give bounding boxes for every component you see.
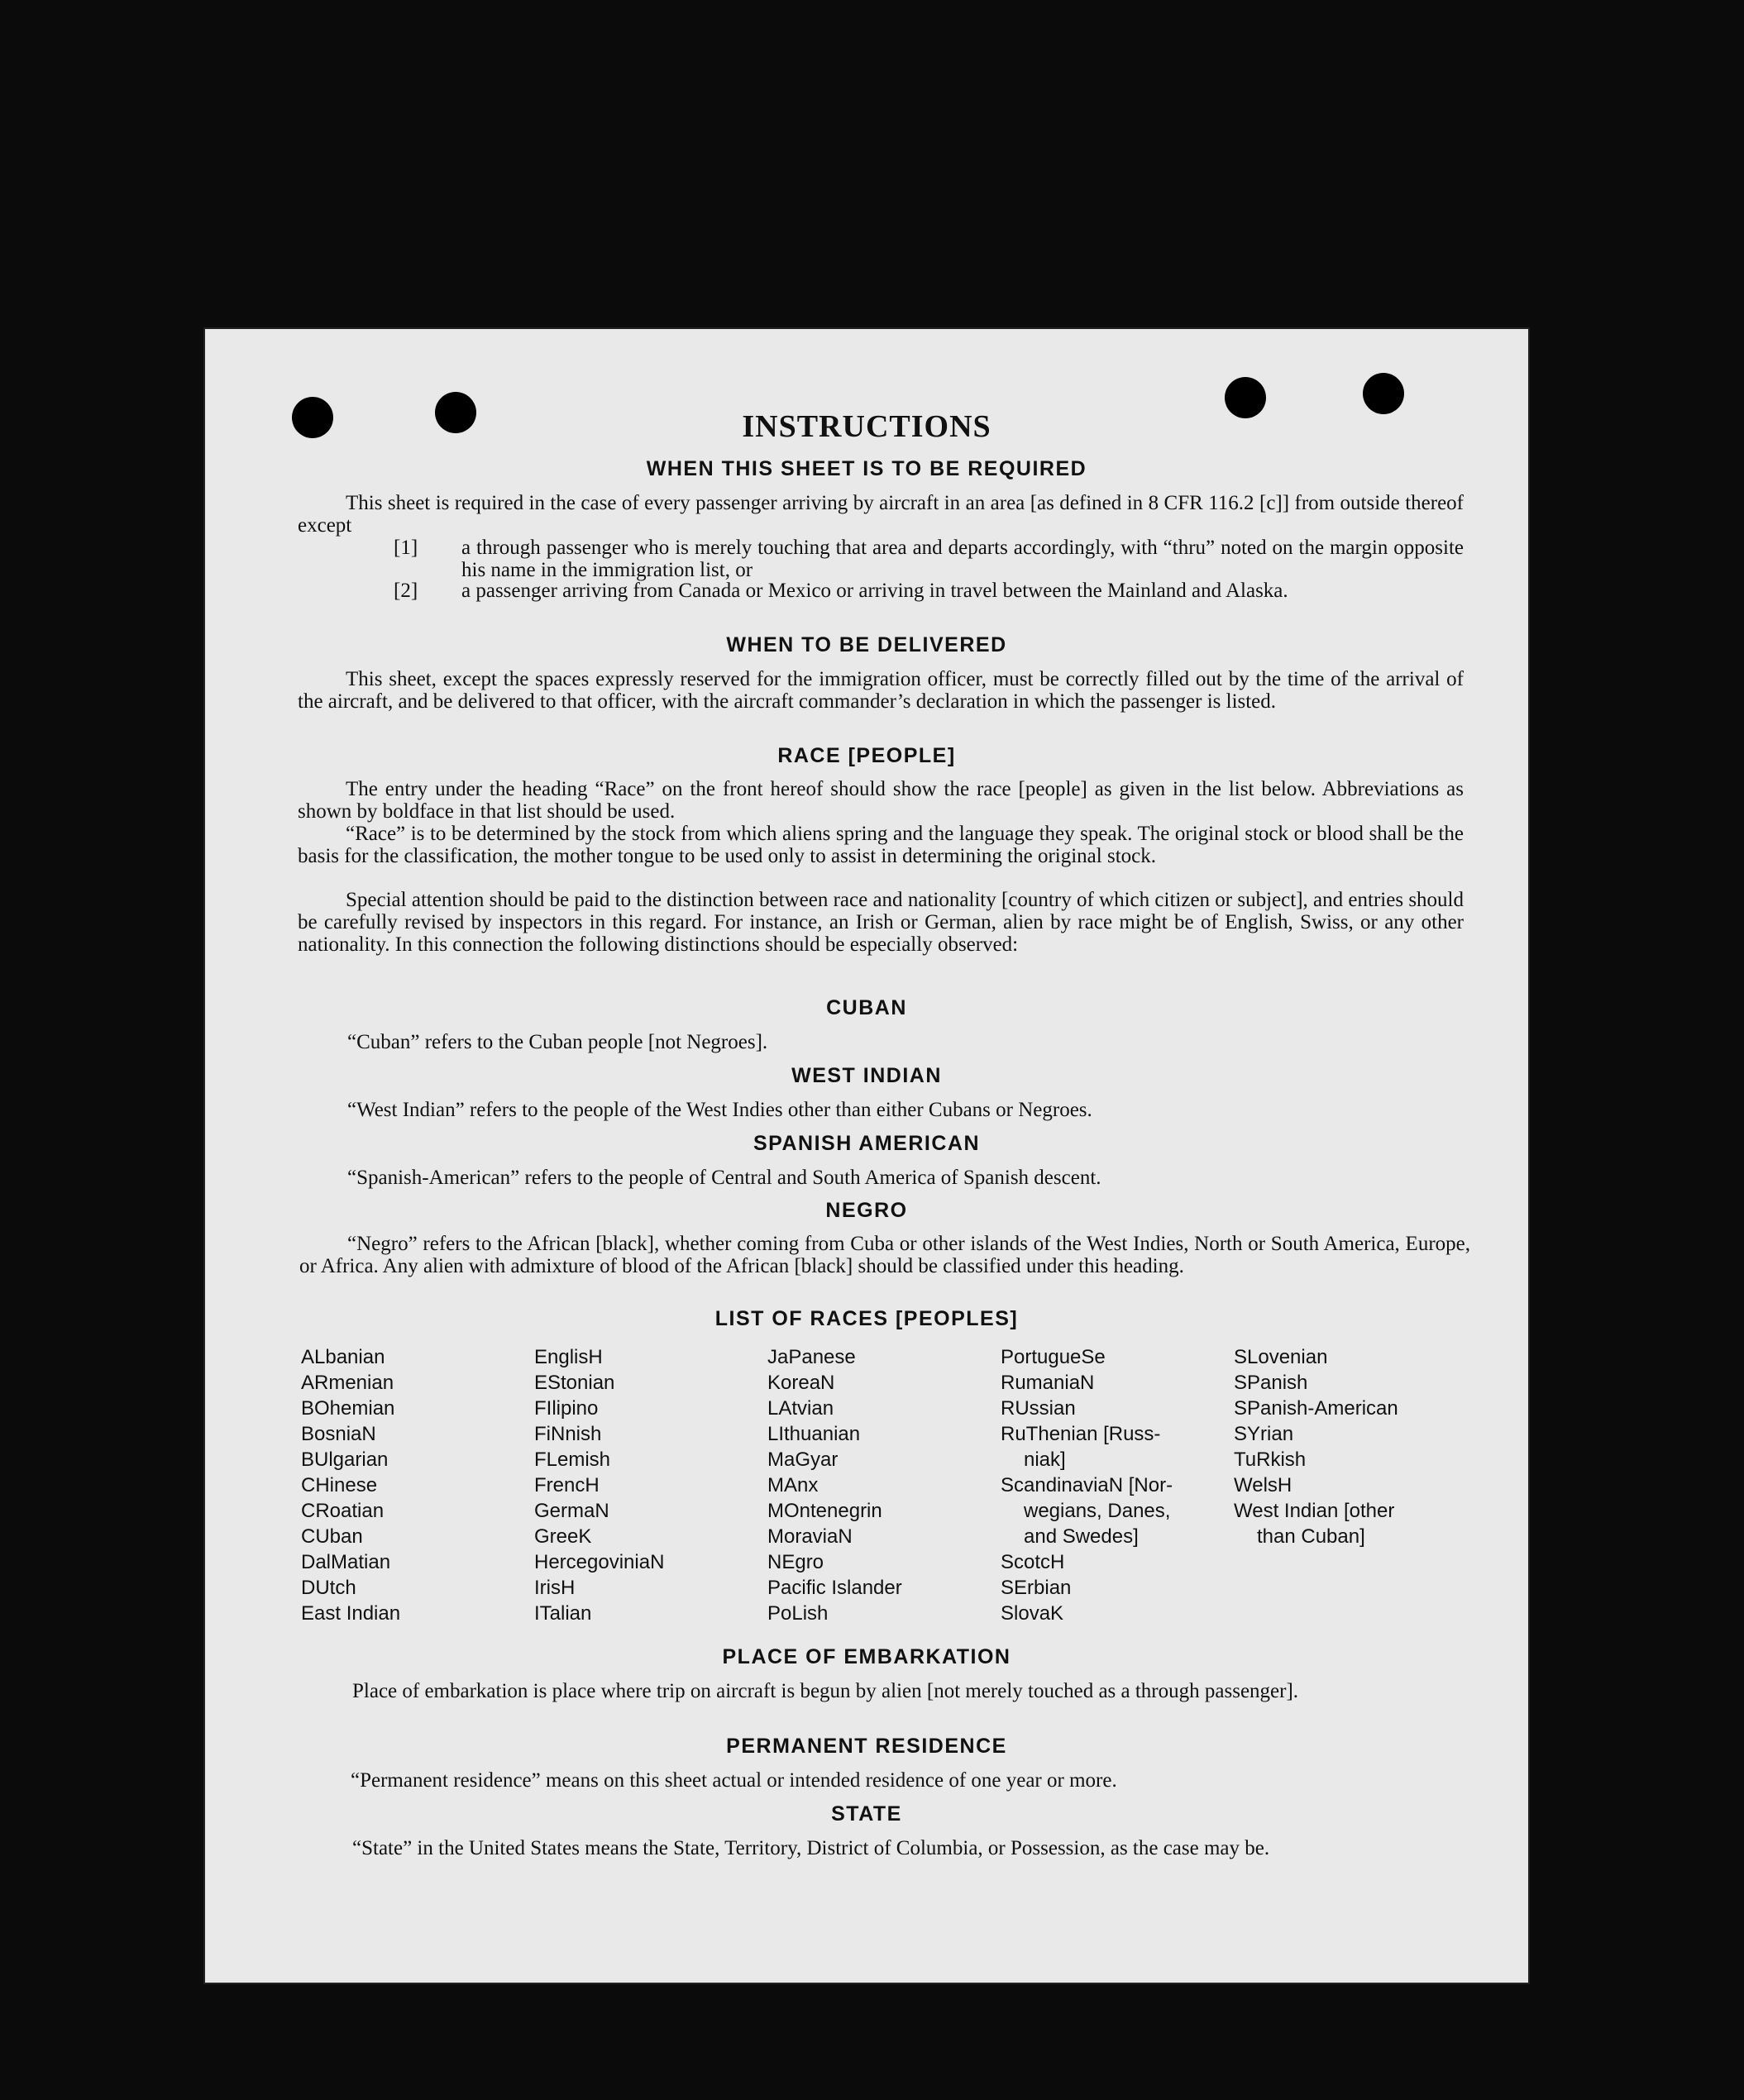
race-entry: ALbanian: [301, 1346, 385, 1368]
exception-text: a passenger arriving from Canada or Mexico or arriving in travel between the Mainland and Alaska.: [461, 580, 1288, 602]
race-entry: MaGyar: [767, 1449, 839, 1471]
race-entry: SlovaK: [1001, 1602, 1064, 1625]
races-column-4: [1001, 1344, 1234, 1626]
race-entry-continuation: and Swedes]: [1024, 1525, 1139, 1548]
race-entry: TuRkish: [1234, 1449, 1307, 1471]
page-title: INSTRUCTIONS: [742, 409, 991, 444]
race-entry: PortugueSe: [1001, 1346, 1106, 1368]
race-entry: BosniaN: [301, 1423, 376, 1445]
race-entry: IrisH: [534, 1577, 576, 1599]
race-entry: EStonian: [534, 1372, 615, 1394]
race-entry: SPanish-American: [1234, 1397, 1398, 1420]
heading-permanent-residence: PERMANENT RESIDENCE: [726, 1735, 1007, 1758]
race-entry: LAtvian: [767, 1397, 834, 1420]
race-entry: Pacific Islander: [767, 1577, 902, 1599]
races-column-3: [767, 1344, 1001, 1626]
race-entry: KoreaN: [767, 1372, 835, 1394]
races-column-1: [301, 1344, 534, 1626]
race-entry: DUtch: [301, 1577, 356, 1599]
heading-cuban: CUBAN: [826, 996, 907, 1019]
race-entry: SYrian: [1234, 1423, 1294, 1445]
race-entry: MOntenegrin: [767, 1500, 882, 1522]
instruction-sheet: [205, 329, 1528, 1983]
race-entry-continuation: niak]: [1024, 1449, 1066, 1471]
race-entry: FiNnish: [534, 1423, 602, 1445]
spanish-american-text: “Spanish-American” refers to the people of Central and South America of Spanish descent.: [347, 1167, 1101, 1189]
race-entry: HercegoviniaN: [534, 1551, 665, 1573]
exception-text: a through passenger who is merely touching that area and departs accordingly, with “thru” noted on the margin opposite his name in the immigration list, or: [461, 537, 1464, 581]
race-entry: PoLish: [767, 1602, 829, 1625]
race-paragraph-1: The entry under the heading “Race” on the front hereof should show the race [people] as given in the list below. Abbreviations as shown by boldface in that list should be used.: [298, 778, 1464, 823]
race-entry: MAnx: [767, 1474, 819, 1496]
race-entry: NEgro: [767, 1551, 824, 1573]
race-entry-continuation: wegians, Danes,: [1024, 1500, 1171, 1522]
race-entry: West Indian [other: [1234, 1500, 1395, 1522]
heading-place-of-embarkation: PLACE OF EMBARKATION: [722, 1645, 1011, 1668]
exception-number: [1]: [394, 537, 418, 559]
heading-list-of-races: LIST OF RACES [PEOPLES]: [714, 1307, 1019, 1330]
race-entry: SPanish: [1234, 1372, 1308, 1394]
heading-when-delivered: WHEN TO BE DELIVERED: [726, 633, 1007, 656]
race-paragraph-3: Special attention should be paid to the distinction between race and nationality [country of which citizen or subject], and entries should be carefully revised by inspectors in this regard. For instance, an Irish or German, alien by race might be of English, Swiss, or any other nationality. In this connection the following distinctions should be especially observed:: [298, 889, 1464, 956]
cuban-text: “Cuban” refers to the Cuban people [not Negroes].: [347, 1031, 768, 1053]
race-entry: East Indian: [301, 1602, 401, 1625]
race-entry: CHinese: [301, 1474, 378, 1496]
race-entry: ScandinaviaN [Nor-: [1001, 1474, 1173, 1496]
race-entry: RuThenian [Russ-: [1001, 1423, 1161, 1445]
race-entry: RumaniaN: [1001, 1372, 1095, 1394]
race-entry: MoraviaN: [767, 1525, 853, 1548]
heading-spanish-american: SPANISH AMERICAN: [753, 1132, 980, 1155]
race-entry: RUssian: [1001, 1397, 1076, 1420]
exception-item-2: [394, 580, 1464, 602]
when-delivered-text: This sheet, except the spaces expressly reserved for the immigration officer, must be correctly filled out by the time of the arrival of the aircraft, and be delivered to that officer, with the aircraft commander’s declaration in which the passenger is listed.: [298, 668, 1464, 713]
race-entry: SLovenian: [1234, 1346, 1328, 1368]
race-entry: FrencH: [534, 1474, 600, 1496]
race-entry: CRoatian: [301, 1500, 385, 1522]
state-text: “State” in the United States means the State, Territory, District of Columbia, or Possession, as the case may be.: [352, 1837, 1270, 1859]
races-column-2: [534, 1344, 767, 1626]
heading-west-indian: WEST INDIAN: [791, 1064, 942, 1087]
race-entry: ITalian: [534, 1602, 592, 1625]
heading-race: RACE [PEOPLE]: [777, 744, 956, 767]
exception-item-1: [394, 537, 1464, 581]
race-entry: FIlipino: [534, 1397, 599, 1420]
race-entry: JaPanese: [767, 1346, 856, 1368]
race-entry-continuation: than Cuban]: [1257, 1525, 1365, 1548]
residence-text: “Permanent residence” means on this sheet actual or intended residence of one year or more.: [351, 1769, 1117, 1792]
negro-text: “Negro” refers to the African [black], whether coming from Cuba or other islands of the West Indies, North or South America, Europe, or Africa. Any alien with admixture of blood of the African [black] should be classified under this heading.: [299, 1233, 1470, 1277]
when-required-intro: This sheet is required in the case of every passenger arriving by aircraft in an area [as defined in 8 CFR 116.2 [c]] from outside thereof except: [298, 492, 1464, 537]
race-entry: DalMatian: [301, 1551, 391, 1573]
race-entry: ARmenian: [301, 1372, 394, 1394]
race-entry: GermaN: [534, 1500, 609, 1522]
race-entry: BUlgarian: [301, 1449, 389, 1471]
heading-negro: NEGRO: [825, 1199, 908, 1222]
race-paragraph-2: “Race” is to be determined by the stock from which aliens spring and the language they speak. The original stock or blood shall be the basis for the classification, the mother tongue to be used only to assist in determining the original stock.: [298, 823, 1464, 867]
races-column-5: [1234, 1344, 1467, 1549]
race-entry: BOhemian: [301, 1397, 395, 1420]
race-entry: EnglisH: [534, 1346, 603, 1368]
race-entry: GreeK: [534, 1525, 592, 1548]
race-entry: WelsH: [1234, 1474, 1292, 1496]
race-entry: CUban: [301, 1525, 363, 1548]
heading-state: STATE: [831, 1802, 902, 1826]
heading-when-required: WHEN THIS SHEET IS TO BE REQUIRED: [646, 457, 1087, 480]
race-entry: LIthuanian: [767, 1423, 861, 1445]
exception-number: [2]: [394, 580, 418, 602]
race-entry: SErbian: [1001, 1577, 1072, 1599]
race-entry: ScotcH: [1001, 1551, 1065, 1573]
embarkation-text: Place of embarkation is place where trip on aircraft is begun by alien [not merely touched as a through passenger].: [352, 1680, 1299, 1702]
race-entry: FLemish: [534, 1449, 611, 1471]
west-indian-text: “West Indian” refers to the people of the West Indies other than either Cubans or Negroes.: [347, 1099, 1092, 1121]
